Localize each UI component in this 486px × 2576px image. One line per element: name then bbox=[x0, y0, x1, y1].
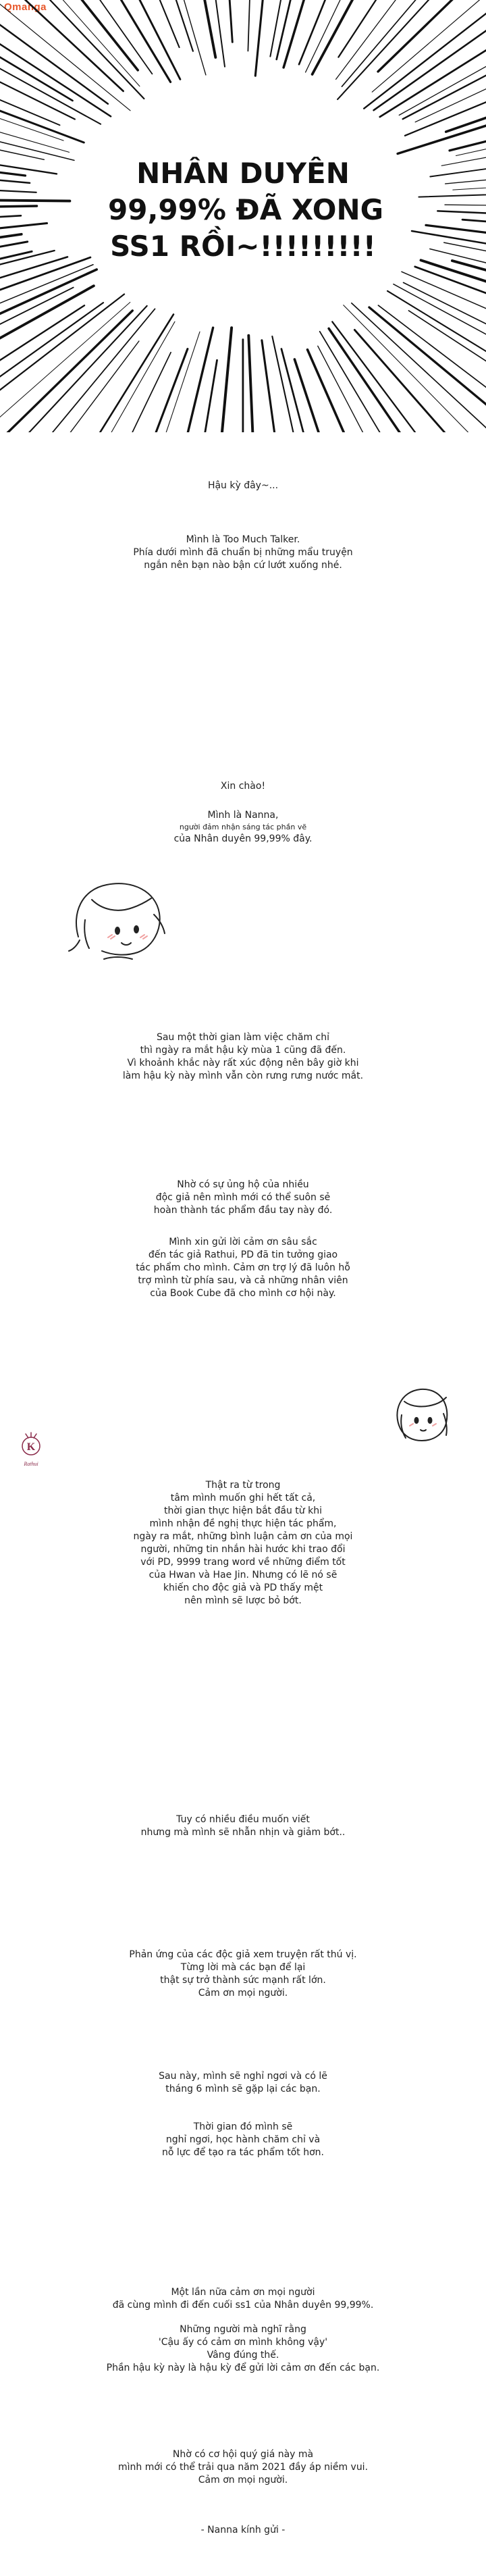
text-line: nhưng mà mình sẽ nhẫn nhịn và giảm bớt.. bbox=[140, 1827, 346, 1838]
nanna-story-2 bbox=[74, 1179, 412, 1217]
text-line: người, những tin nhắn hài hước khi trao đổi bbox=[140, 1544, 346, 1555]
text-line: Phản ứng của các độc giả xem truyện rất thú vị. bbox=[129, 1949, 357, 1960]
text-line: 'Cậu ấy có cảm ơn mình không vậy' bbox=[158, 2337, 328, 2348]
text-line: Thời gian đó mình sẽ bbox=[193, 2121, 293, 2132]
text-line: với PD, 9999 trang word về những điểm tốt bbox=[140, 1557, 346, 1568]
text-line: mình mới có thể trải qua năm 2021 đầy áp niềm vui. bbox=[117, 2462, 369, 2473]
speed-line bbox=[387, 291, 486, 423]
text-line: nên mình sẽ lược bỏ bớt. bbox=[184, 1595, 302, 1606]
speed-line bbox=[0, 131, 57, 174]
hello-block bbox=[74, 780, 412, 793]
speed-line bbox=[272, 336, 317, 432]
text-line: người đảm nhận sáng tác phần vẽ bbox=[179, 823, 307, 831]
text-line: Mình là Nanna, bbox=[207, 810, 279, 821]
speed-line bbox=[281, 349, 331, 433]
speed-line bbox=[0, 159, 30, 183]
speed-line bbox=[0, 286, 94, 411]
speed-line bbox=[336, 0, 468, 79]
speed-line bbox=[18, 341, 139, 432]
speed-line bbox=[8, 0, 138, 70]
title-line: SS1 RỒI~!!!!!!!!! bbox=[110, 230, 376, 263]
text-line: khiến cho độc giả và PD thấy mệt bbox=[163, 1582, 323, 1593]
speed-line bbox=[313, 0, 414, 74]
text-line: Từng lời mà các bạn để lại bbox=[180, 1962, 306, 1973]
speed-line bbox=[0, 0, 140, 86]
text-line: Thật ra từ trong bbox=[205, 1480, 281, 1491]
text-line: trợ mình từ phía sau, và cả những nhân viên bbox=[138, 1275, 348, 1286]
speed-line bbox=[55, 0, 171, 82]
text-line: đã cùng mình đi đến cuối ss1 của Nhân duyên 99,99%. bbox=[112, 2300, 374, 2311]
text-line: của Book Cube đã cho mình cơ hội này. bbox=[150, 1288, 336, 1299]
speed-line bbox=[0, 198, 70, 201]
speed-line bbox=[255, 0, 276, 76]
text-line: Vâng đúng thế. bbox=[207, 2350, 279, 2361]
speed-line bbox=[412, 231, 486, 280]
speed-line bbox=[430, 249, 486, 313]
speed-line bbox=[180, 0, 216, 57]
text-line: thật sự trở thành sức mạnh rất lớn. bbox=[160, 1975, 326, 1986]
text-line: ngày ra mắt, những bình luận cảm ơn của mọi bbox=[133, 1531, 353, 1542]
nanna-story-5 bbox=[74, 1813, 412, 1839]
text-line: mình nhận đề nghị thực hiện tác phẩm, bbox=[149, 1518, 337, 1529]
text-line: Nhờ có cơ hội quý giá này mà bbox=[172, 2449, 314, 2460]
rathui-logo bbox=[19, 1428, 43, 1470]
text-line: Những người mà nghĩ rằng bbox=[180, 2324, 306, 2335]
text-line: làm hậu kỳ này mình vẫn còn rưng rưng nước mắt. bbox=[122, 1071, 364, 1081]
text-line: Vì khoảnh khắc này rất xúc động nên bây giờ khi bbox=[127, 1058, 359, 1068]
text-line: Mình xin gửi lời cảm ơn sâu sắc bbox=[169, 1237, 317, 1247]
intro-block bbox=[74, 480, 412, 492]
too-much-talker-block bbox=[74, 534, 412, 572]
speed-line bbox=[372, 0, 486, 92]
text-line: đến tác giả Rathui, PD đã tin tưởng giao bbox=[148, 1250, 338, 1260]
speed-line bbox=[132, 332, 200, 432]
text-line: Phần hậu kỳ này là hậu kỳ để gửi lời cảm ơn đến các bạn. bbox=[106, 2363, 380, 2373]
svg-text:K: K bbox=[26, 1441, 36, 1453]
speed-line bbox=[0, 206, 37, 210]
text-line: Nhờ có sự ủng hộ của nhiều bbox=[177, 1179, 309, 1190]
nanna-story-9 bbox=[74, 2286, 412, 2312]
nanna-story-6 bbox=[74, 1949, 412, 2000]
text-line: Mình là Too Much Talker. bbox=[186, 534, 300, 545]
text-line: tháng 6 mình sẽ gặp lại các bạn. bbox=[165, 2084, 321, 2094]
text-line: Sau này, mình sẽ nghỉ ngơi và có lẽ bbox=[159, 2071, 327, 2082]
speed-line bbox=[0, 45, 84, 143]
nanna-story-7 bbox=[74, 2070, 412, 2096]
page-title bbox=[108, 155, 384, 265]
speed-line bbox=[0, 303, 130, 433]
speed-line bbox=[0, 0, 108, 104]
speed-line bbox=[318, 346, 409, 432]
logo-text: Rathui bbox=[24, 1461, 38, 1467]
nanna-face-doodle bbox=[65, 873, 180, 967]
text-line: Xin chào! bbox=[220, 781, 266, 792]
speed-line bbox=[248, 336, 257, 432]
title-line: 99,99% ĐÃ XONG bbox=[108, 193, 384, 226]
speed-line bbox=[0, 145, 26, 176]
text-line: ngắn nên bạn nào bận cứ lướt xuống nhé. bbox=[144, 560, 342, 571]
signature: - Nanna kính gửi - bbox=[200, 2525, 286, 2535]
speed-line bbox=[277, 0, 322, 59]
text-line: Tuy có nhiều điều muốn viết bbox=[176, 1814, 310, 1825]
small-face-doodle bbox=[388, 1381, 456, 1449]
speed-line bbox=[299, 0, 375, 64]
speed-line bbox=[163, 328, 213, 432]
speed-line bbox=[445, 205, 486, 207]
watermark: Qmanga bbox=[4, 1, 47, 13]
text-line: Cảm ơn mọi người. bbox=[198, 1988, 288, 1999]
text-line: Hậu kỳ đây~... bbox=[207, 480, 279, 491]
speed-line bbox=[364, 0, 486, 109]
text-line: nỗ lực để tạo ra tác phẩm tốt hơn. bbox=[161, 2147, 325, 2158]
text-line: của Hwan và Hae Jin. Nhưng có lẽ nó sẽ bbox=[148, 1570, 338, 1580]
text-line: tác phẩm cho mình. Cảm ơn trợ lý đã luôn hỗ bbox=[136, 1262, 350, 1273]
speed-line bbox=[352, 303, 486, 432]
text-line: thì ngày ra mắt hậu kỳ mùa 1 cũng đã đến. bbox=[140, 1045, 346, 1056]
nanna-story-10 bbox=[74, 2323, 412, 2375]
text-line: Một lần nữa cảm ơn mọi người bbox=[171, 2287, 315, 2298]
text-line: Phía dưới mình đã chuẩn bị những mẩu truyện bbox=[133, 547, 353, 558]
title-line: NHÂN DUYÊN bbox=[136, 157, 350, 190]
text-line: Cảm ơn mọi người. bbox=[198, 2475, 288, 2485]
speed-line bbox=[374, 0, 486, 110]
speed-line bbox=[332, 321, 467, 432]
speed-line bbox=[344, 305, 486, 432]
text-line: tâm mình muốn ghi hết tất cả, bbox=[170, 1493, 316, 1503]
speed-line bbox=[1, 309, 155, 432]
nanna-story-1 bbox=[74, 1031, 412, 1083]
nanna-intro-block bbox=[74, 809, 412, 846]
speed-line bbox=[405, 33, 486, 136]
text-line: hoàn thành tác phẩm đầu tay này đó. bbox=[153, 1205, 333, 1216]
speed-line bbox=[308, 350, 385, 432]
speed-line bbox=[248, 0, 254, 51]
text-line: của Nhân duyên 99,99% đây. bbox=[173, 833, 313, 844]
nanna-story-4 bbox=[74, 1479, 412, 1607]
speed-line bbox=[338, 0, 486, 99]
text-line: thời gian thực hiện bắt đầu từ khi bbox=[164, 1505, 322, 1516]
text-line: Sau một thời gian làm việc chăm chỉ bbox=[156, 1032, 330, 1043]
nanna-story-8 bbox=[74, 2121, 412, 2159]
speed-line bbox=[329, 328, 451, 432]
speed-line bbox=[0, 0, 124, 91]
speed-line bbox=[212, 328, 232, 432]
text-line: nghỉ ngơi, học hành chăm chỉ và bbox=[165, 2134, 321, 2145]
nanna-story-11 bbox=[74, 2448, 412, 2487]
text-line: độc giả nên mình mới có thể suôn sẻ bbox=[155, 1192, 331, 1203]
speed-line bbox=[354, 330, 486, 432]
speed-line bbox=[0, 265, 93, 372]
nanna-story-3 bbox=[74, 1236, 412, 1300]
speed-line bbox=[221, 0, 233, 42]
speed-line bbox=[0, 251, 55, 316]
